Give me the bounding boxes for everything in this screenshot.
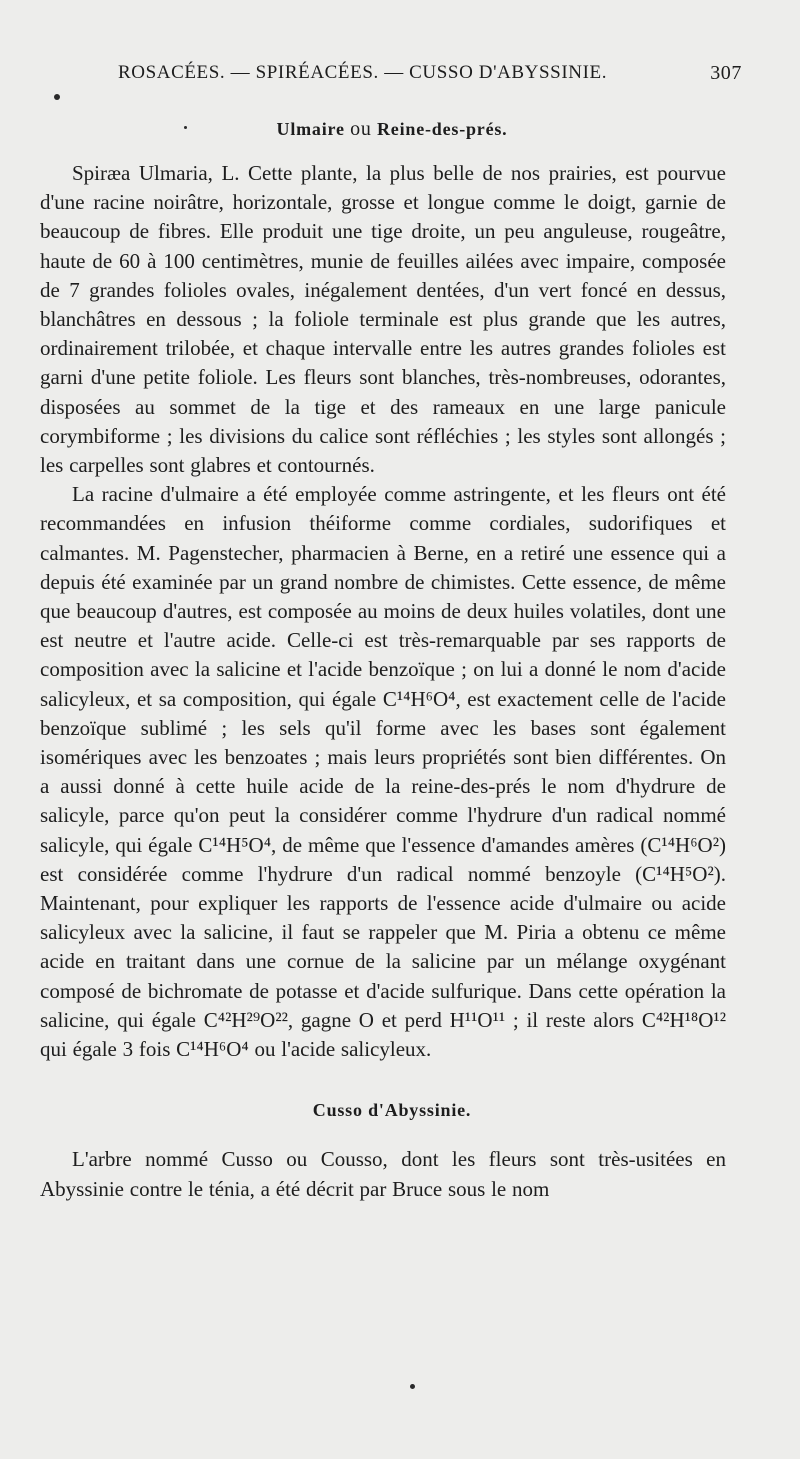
section-title-part: Ulmaire: [276, 119, 345, 139]
page-number: 307: [710, 62, 742, 84]
print-speck: [184, 126, 187, 129]
running-title: ROSACÉES. — SPIRÉACÉES. — CUSSO D'ABYSSINIE.: [118, 62, 608, 83]
print-speck: [410, 1384, 415, 1389]
paragraph-description: Spiræa Ulmaria, L. Cette plante, la plus belle de nos prairies, est pourvue d'une racine noirâtre, horizontale, grosse et longue comme le doigt, garnie de beaucoup de fibres. Elle produit une tige droite, un peu anguleuse, rougeâtre, haute de 60 à 100 centimètres, munie de feuilles ailées avec impaire, composée de 7 grandes folioles ovales, inégalement dentées, d'un vert foncé en dessus, blanchâtres en dessous ; la foliole terminale est plus grande que les autres, ordinairement trilobée, et chaque intervalle entre les autres grandes folioles est garni d'une petite foliole. Les fleurs sont blanches, très-nombreuses, odorantes, disposées au sommet de la tige et des rameaux en une large panicule corymbiforme ; les divisions du calice sont réfléchies ; les styles sont allongés ; les carpelles sont glabres et contournés.: [40, 161, 726, 478]
section-title-ulmaire: [40, 118, 726, 141]
section-title-conjunction: ou: [350, 118, 372, 140]
section-title-cusso: Cusso d'Abyssinie.: [312, 1100, 472, 1121]
section-title-part: Reine-des-prés.: [377, 119, 508, 139]
paragraph-cusso: L'arbre nommé Cusso ou Cousso, dont les fleurs sont très-usitées en Abyssinie contre le ténia, a été décrit par Bruce sous le nom: [40, 1147, 726, 1201]
print-speck: [54, 94, 60, 100]
running-head: [40, 50, 742, 90]
paragraph-chemistry: La racine d'ulmaire a été employée comme astringente, et les fleurs ont été recommandées en infusion théiforme comme cordiales, sudorifiques et calmantes. M. Pagenstecher, pharmacien à Berne, en a retiré une essence qui a depuis été examinée par un grand nombre de chimistes. Cette essence, de même que beaucoup d'autres, est composée au moins de deux huiles volatiles, dont une est neutre et l'autre acide. Celle-ci est très-remarquable par ses rapports de composition avec la salicine et l'acide benzoïque ; on lui a donné le nom d'acide salicyleux, et sa composition, qui égale C¹⁴H⁶O⁴, est exactement celle de l'acide benzoïque sublimé ; les sels qu'il forme avec les bases sont également isomériques avec les benzoates ; mais leurs propriétés sont bien différentes. On a aussi donné à cette huile acide de la reine-des-prés le nom d'hydrure de salicyle, parce qu'on peut la considérer comme l'hydrure d'un radical nommé salicyle, qui égale C¹⁴H⁵O⁴, de même que l'essence d'amandes amères (C¹⁴H⁶O²) est considérée comme l'hydrure d'un radical nommé benzoyle (C¹⁴H⁵O²). Maintenant, pour expliquer les rapports de l'essence acide d'ulmaire ou acide salicyleux avec la salicine, il faut se rappeler que M. Piria a obtenu ce même acide en traitant dans une cornue de la salicine par un mélange oxygénant composé de bichromate de potasse et d'acide sulfurique. Dans cette opération la salicine, qui égale C⁴²H²⁹O²², gagne O et perd H¹¹O¹¹ ; il reste alors C⁴²H¹⁸O¹² qui égale 3 fois C¹⁴H⁶O⁴ ou l'acide salicyleux.: [40, 482, 726, 1062]
